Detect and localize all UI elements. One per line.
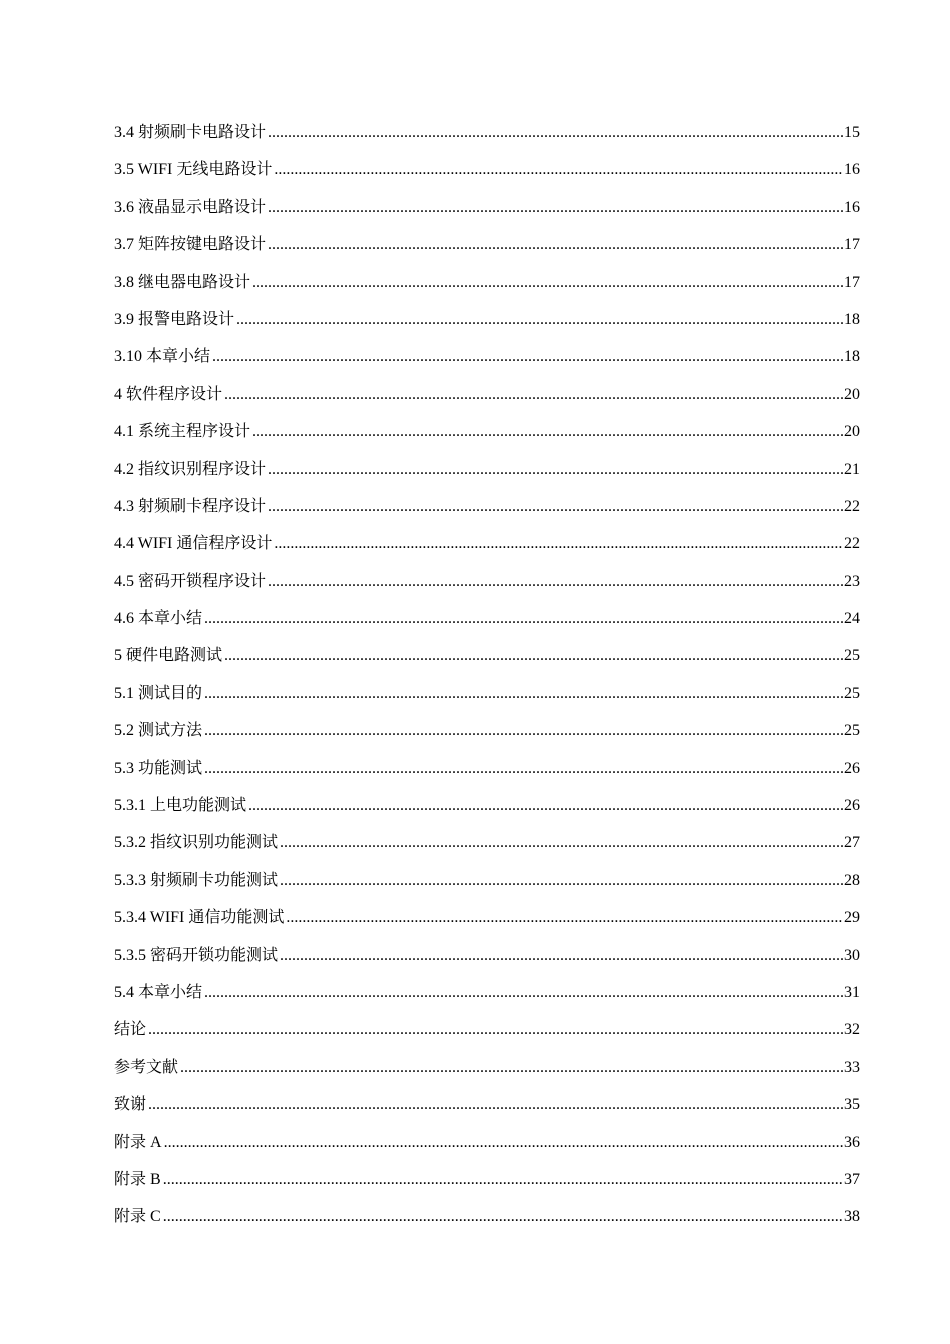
- toc-page-number: 25: [844, 647, 860, 665]
- toc-page-number: 26: [844, 759, 860, 777]
- toc-dot-leader: [280, 862, 843, 899]
- toc-entry[interactable]: [114, 488, 860, 525]
- toc-entry-label: 5.4 本章小结: [114, 983, 203, 1001]
- toc-dot-leader: [274, 151, 843, 188]
- toc-entry[interactable]: [114, 264, 860, 301]
- toc-page-number: 37: [844, 1170, 860, 1188]
- toc-dot-leader: [280, 824, 843, 861]
- toc-dot-leader: [274, 525, 843, 562]
- toc-entry[interactable]: [114, 301, 860, 338]
- toc-entry[interactable]: [114, 1161, 860, 1198]
- toc-page-number: 25: [844, 684, 860, 702]
- toc-entry-label: 5.2 测试方法: [114, 722, 203, 740]
- toc-entry-label: 4.2 指纹识别程序设计: [114, 460, 267, 478]
- toc-entry[interactable]: [114, 189, 860, 226]
- toc-entry[interactable]: [114, 600, 860, 637]
- toc-page-number: 29: [844, 909, 860, 927]
- toc-entry-label: 4.6 本章小结: [114, 610, 203, 628]
- toc-entry[interactable]: [114, 637, 860, 674]
- toc-dot-leader: [148, 1086, 843, 1123]
- toc-entry-label: 4 软件程序设计: [114, 385, 223, 403]
- toc-page-number: 27: [844, 834, 860, 852]
- toc-page-number: 23: [844, 572, 860, 590]
- toc-entry-label: 4.5 密码开锁程序设计: [114, 572, 267, 590]
- toc-entry[interactable]: [114, 750, 860, 787]
- toc-page-number: 17: [844, 236, 860, 254]
- toc-entry[interactable]: [114, 563, 860, 600]
- toc-entry-label: 5.3 功能测试: [114, 759, 203, 777]
- toc-entry[interactable]: [114, 1124, 860, 1161]
- toc-page-number: 15: [844, 124, 860, 141]
- toc-entry[interactable]: [114, 675, 860, 712]
- toc-page-number: 30: [844, 946, 860, 964]
- toc-entry[interactable]: [114, 525, 860, 562]
- toc-entry-label: 结论: [114, 1021, 147, 1039]
- toc-dot-leader: [204, 600, 843, 637]
- toc-entry[interactable]: [114, 862, 860, 899]
- toc-dot-leader: [204, 974, 843, 1011]
- toc-entry[interactable]: [114, 451, 860, 488]
- toc-dot-leader: [268, 451, 843, 488]
- toc-entry-label: 3.6 液晶显示电路设计: [114, 198, 267, 216]
- toc-entry[interactable]: [114, 937, 860, 974]
- toc-entry-label: 致谢: [114, 1096, 147, 1114]
- toc-page-number: 18: [844, 348, 860, 366]
- toc-entry-label: 附录 B: [114, 1170, 161, 1188]
- table-of-contents: [114, 114, 860, 1236]
- toc-entry-label: 5.3.4 WIFI 通信功能测试: [114, 909, 285, 927]
- toc-entry[interactable]: [114, 1049, 860, 1086]
- toc-dot-leader: [280, 937, 843, 974]
- toc-dot-leader: [252, 264, 843, 301]
- toc-page-number: 18: [844, 310, 860, 328]
- toc-page-number: 24: [844, 610, 860, 628]
- toc-entry[interactable]: [114, 1086, 860, 1123]
- toc-page-number: 16: [844, 161, 860, 179]
- toc-dot-leader: [224, 637, 843, 674]
- toc-page-number: 25: [844, 722, 860, 740]
- toc-page-number: 32: [844, 1021, 860, 1039]
- toc-entry[interactable]: [114, 1198, 860, 1235]
- toc-page-number: 16: [844, 198, 860, 216]
- toc-page-number: 33: [844, 1058, 860, 1076]
- toc-entry-label: 4.1 系统主程序设计: [114, 423, 251, 441]
- toc-page-number: 31: [844, 983, 860, 1001]
- toc-page-number: 22: [844, 535, 860, 553]
- toc-entry[interactable]: [114, 1011, 860, 1048]
- toc-dot-leader: [268, 114, 843, 151]
- toc-dot-leader: [268, 488, 843, 525]
- toc-page-number: 28: [844, 871, 860, 889]
- toc-page-number: 38: [844, 1208, 860, 1226]
- toc-entry-label: 5.1 测试目的: [114, 684, 203, 702]
- toc-entry-label: 5.3.2 指纹识别功能测试: [114, 834, 279, 852]
- toc-dot-leader: [224, 376, 843, 413]
- toc-dot-leader: [252, 413, 843, 450]
- toc-entry-label: 3.4 射频刷卡电路设计: [114, 124, 267, 141]
- toc-entry[interactable]: [114, 712, 860, 749]
- toc-dot-leader: [163, 1161, 843, 1198]
- toc-page-number: 20: [844, 423, 860, 441]
- toc-entry[interactable]: [114, 824, 860, 861]
- toc-entry-label: 4.4 WIFI 通信程序设计: [114, 535, 273, 553]
- toc-page-number: 22: [844, 497, 860, 515]
- toc-entry-label: 参考文献: [114, 1058, 179, 1076]
- toc-dot-leader: [180, 1049, 843, 1086]
- toc-entry-label: 附录 A: [114, 1133, 162, 1151]
- toc-entry-label: 3.8 继电器电路设计: [114, 273, 251, 291]
- toc-dot-leader: [236, 301, 843, 338]
- toc-entry[interactable]: [114, 226, 860, 263]
- toc-entry[interactable]: [114, 376, 860, 413]
- toc-entry[interactable]: [114, 787, 860, 824]
- toc-dot-leader: [248, 787, 843, 824]
- toc-page-number: 26: [844, 797, 860, 815]
- toc-entry[interactable]: [114, 338, 860, 375]
- toc-dot-leader: [212, 338, 843, 375]
- toc-entry-label: 5.3.3 射频刷卡功能测试: [114, 871, 279, 889]
- toc-dot-leader: [148, 1011, 843, 1048]
- toc-entry-label: 3.7 矩阵按键电路设计: [114, 236, 267, 254]
- toc-entry-label: 4.3 射频刷卡程序设计: [114, 497, 267, 515]
- toc-entry-label: 3.5 WIFI 无线电路设计: [114, 161, 273, 179]
- toc-page-number: 20: [844, 385, 860, 403]
- toc-dot-leader: [204, 712, 843, 749]
- toc-entry-label: 5.3.5 密码开锁功能测试: [114, 946, 279, 964]
- toc-entry[interactable]: [114, 151, 860, 188]
- toc-entry[interactable]: [114, 114, 860, 151]
- toc-page-number: 36: [844, 1133, 860, 1151]
- toc-dot-leader: [164, 1124, 843, 1161]
- toc-entry[interactable]: [114, 899, 860, 936]
- toc-entry-label: 3.9 报警电路设计: [114, 310, 235, 328]
- toc-page-number: 35: [844, 1096, 860, 1114]
- toc-dot-leader: [163, 1198, 843, 1235]
- toc-dot-leader: [204, 750, 843, 787]
- toc-entry-label: 5.3.1 上电功能测试: [114, 797, 247, 815]
- toc-dot-leader: [204, 675, 843, 712]
- toc-page-number: 21: [844, 460, 860, 478]
- toc-entry[interactable]: [114, 974, 860, 1011]
- toc-dot-leader: [268, 563, 843, 600]
- toc-entry[interactable]: [114, 413, 860, 450]
- toc-page-number: 17: [844, 273, 860, 291]
- toc-entry-label: 附录 C: [114, 1208, 161, 1226]
- toc-dot-leader: [268, 226, 843, 263]
- toc-dot-leader: [268, 189, 843, 226]
- toc-entry-label: 3.10 本章小结: [114, 348, 211, 366]
- toc-entry-label: 5 硬件电路测试: [114, 647, 223, 665]
- toc-dot-leader: [286, 899, 843, 936]
